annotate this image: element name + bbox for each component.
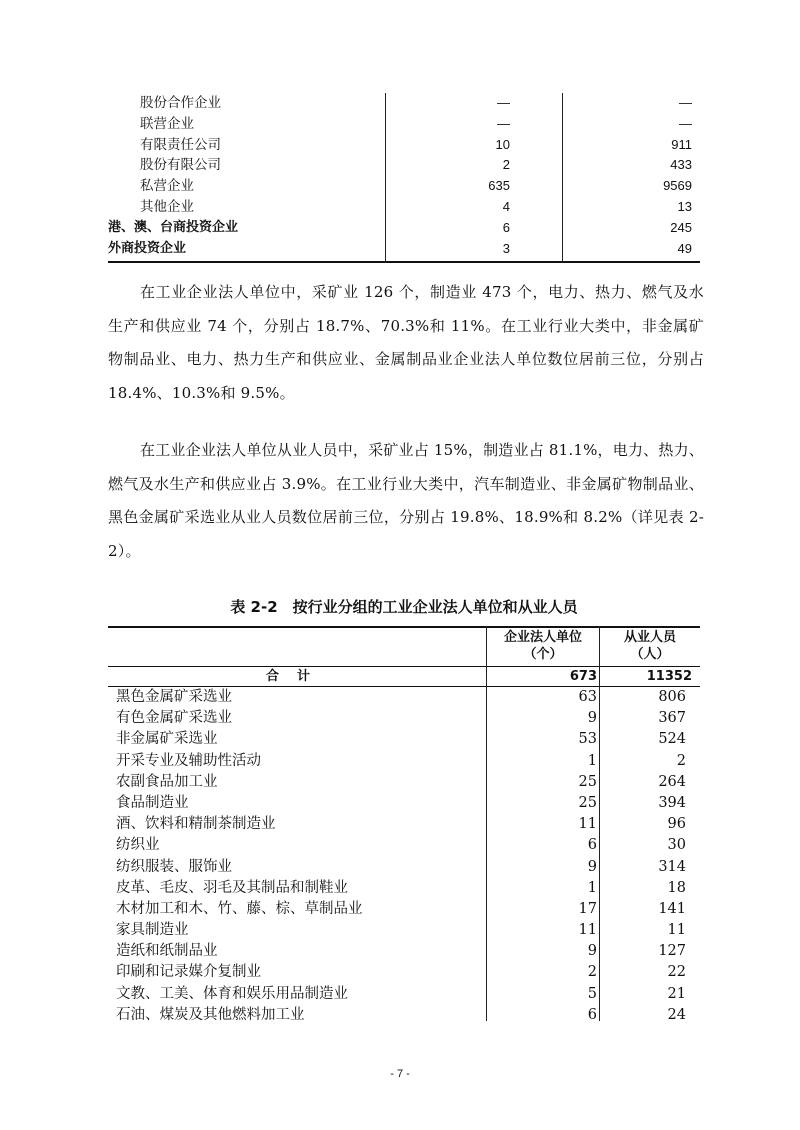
table-bottom-rule xyxy=(108,261,700,263)
units-cell: 6 xyxy=(587,1006,597,1023)
employees-cell: 245 xyxy=(670,219,692,235)
paragraph-units: 在工业企业法人单位中，采矿业 126 个，制造业 473 个，电力、热力、燃气及水生产和供应业 74 个，分别占 18.7%、70.3%和 11%。在工业行业大类中，非金属矿物制品业、电力、热力生产和供应业、金属制品业企业法人单位数位居前三位，分别占 18.4%、10.3%和 9.5%。 xyxy=(108,283,704,402)
employees-cell: 21 xyxy=(667,985,686,1002)
employees-cell: 2 xyxy=(676,752,686,769)
table-row xyxy=(108,687,700,708)
industry-label: 家具制造业 xyxy=(116,922,189,939)
employees-cell: 524 xyxy=(658,731,686,748)
industry-label: 食品制造业 xyxy=(116,794,189,811)
units-cell: 9 xyxy=(587,858,597,875)
table-row xyxy=(108,197,700,218)
units-cell: — xyxy=(497,115,510,131)
total-units: 673 xyxy=(569,669,597,684)
industry-label: 有色金属矿采选业 xyxy=(116,710,232,727)
employees-cell: 264 xyxy=(658,773,686,790)
employees-cell: 314 xyxy=(658,858,686,875)
employees-cell: 11 xyxy=(667,922,686,939)
table-row xyxy=(108,793,700,814)
employees-cell: — xyxy=(679,95,692,110)
row-label: 港、澳、台商投资企业 xyxy=(108,219,239,235)
units-cell: 5 xyxy=(587,985,597,1002)
table-row xyxy=(108,962,700,983)
employees-cell: 911 xyxy=(671,136,692,152)
industry-label: 石油、煤炭及其他燃料加工业 xyxy=(116,1006,305,1023)
total-employees: 11352 xyxy=(646,669,692,684)
employees-cell: 13 xyxy=(677,198,692,214)
table-row xyxy=(108,814,700,835)
row-label: 股份合作企业 xyxy=(140,95,221,111)
units-cell: 25 xyxy=(578,773,597,790)
employees-cell: 96 xyxy=(667,816,686,833)
employees-cell: 18 xyxy=(667,879,686,896)
table-row xyxy=(108,239,700,260)
units-cell: — xyxy=(497,95,510,110)
units-cell: 2 xyxy=(502,157,510,173)
table-row xyxy=(108,176,700,197)
paragraph-employees: 在工业企业法人单位从业人员中，采矿业占 15%，制造业占 81.1%，电力、热力、燃气及水生产和供应业占 3.9%。在工业行业大类中，汽车制造业、非金属矿物制品业、黑色金属矿采选业从业人员数位居前三位，分别占 19.8%、18.9%和 8.2%（详见表 2-2）。 xyxy=(108,441,704,560)
row-label: 联营企业 xyxy=(140,115,194,132)
units-cell: 9 xyxy=(587,710,597,727)
industry-label: 黑色金属矿采选业 xyxy=(116,689,232,705)
employees-cell: 433 xyxy=(670,157,692,173)
table-row xyxy=(108,772,700,793)
employees-cell: 30 xyxy=(667,837,686,854)
units-cell: 10 xyxy=(495,136,510,152)
industry-label: 纺织业 xyxy=(116,837,160,854)
industry-label: 酒、饮料和精制茶制造业 xyxy=(116,816,276,833)
employees-cell: 806 xyxy=(658,689,686,705)
table-row xyxy=(108,751,700,772)
table-row xyxy=(108,93,700,114)
table-row xyxy=(108,708,700,729)
table-divider xyxy=(599,626,600,1021)
table-row xyxy=(108,114,700,135)
industry-label: 木材加工和木、竹、藤、棕、草制品业 xyxy=(116,900,363,917)
industry-label: 文教、工美、体育和娱乐用品制造业 xyxy=(116,985,348,1002)
table-divider xyxy=(385,93,386,261)
employees-cell: 127 xyxy=(658,943,686,960)
employees-cell: 49 xyxy=(677,240,692,256)
industry-label: 印刷和记录媒介复制业 xyxy=(116,964,261,981)
units-cell: 1 xyxy=(587,752,597,769)
table-row xyxy=(108,1005,700,1026)
table-row xyxy=(108,155,700,176)
units-cell: 6 xyxy=(587,837,597,854)
table-top-rule xyxy=(108,626,700,628)
industry-label: 皮革、毛皮、羽毛及其制品和制鞋业 xyxy=(116,879,348,896)
industry-label: 开采专业及辅助性活动 xyxy=(116,752,261,769)
employees-cell: 141 xyxy=(658,900,686,917)
total-row xyxy=(108,667,700,686)
table-row xyxy=(108,878,700,899)
row-label: 外商投资企业 xyxy=(108,240,187,256)
total-label: 合计 xyxy=(265,669,328,684)
industry-table-body xyxy=(108,687,700,1026)
units-cell: 17 xyxy=(578,900,597,917)
units-cell: 25 xyxy=(578,794,597,811)
employees-cell: 367 xyxy=(658,710,686,727)
table-title: 表 2-2 按行业分组的工业企业法人单位和从业人员 xyxy=(230,598,578,616)
column-header-units: 企业法人单位 （个） xyxy=(503,630,582,662)
units-cell: 3 xyxy=(502,240,510,256)
table-row xyxy=(108,218,700,239)
row-label: 股份有限公司 xyxy=(140,157,221,174)
table-row xyxy=(108,835,700,856)
table-row xyxy=(108,941,700,962)
units-cell: 11 xyxy=(578,922,597,939)
employees-cell: 22 xyxy=(667,964,686,981)
units-cell: 11 xyxy=(578,816,597,833)
units-cell: 9 xyxy=(587,943,597,960)
employees-cell: 9569 xyxy=(663,178,692,194)
industry-label: 农副食品加工业 xyxy=(116,773,218,790)
units-cell: 2 xyxy=(587,964,597,981)
table-row xyxy=(108,135,700,156)
table-row xyxy=(108,984,700,1005)
table-row xyxy=(108,729,700,750)
row-label: 私营企业 xyxy=(140,178,194,195)
units-cell: 635 xyxy=(488,178,510,194)
industry-label: 纺织服装、服饰业 xyxy=(116,858,232,875)
employees-cell: 24 xyxy=(667,1006,686,1023)
table-row xyxy=(108,920,700,941)
table-row xyxy=(108,857,700,878)
industry-label: 造纸和纸制品业 xyxy=(116,943,218,960)
units-cell: 4 xyxy=(502,198,510,214)
units-cell: 1 xyxy=(587,879,597,896)
row-label: 其他企业 xyxy=(140,198,194,215)
units-cell: 6 xyxy=(502,219,510,235)
row-label: 有限责任公司 xyxy=(140,136,221,153)
industry-label: 非金属矿采选业 xyxy=(116,731,218,748)
employees-cell: — xyxy=(679,115,692,131)
column-header-employees: 从业人员 （人） xyxy=(623,630,676,662)
table-divider xyxy=(562,93,563,261)
table-row xyxy=(108,899,700,920)
ownership-table xyxy=(108,93,700,259)
units-cell: 63 xyxy=(578,689,597,705)
units-cell: 53 xyxy=(578,731,597,748)
employees-cell: 394 xyxy=(658,794,686,811)
table-divider xyxy=(486,626,487,1021)
page-number: - 7 - xyxy=(390,1068,410,1080)
